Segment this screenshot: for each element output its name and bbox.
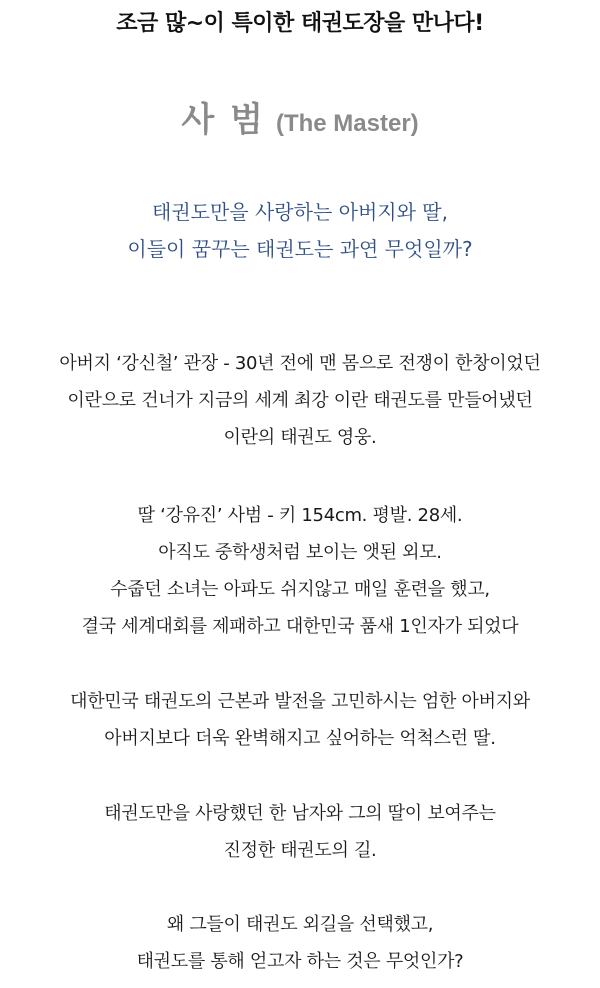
paragraph-line: 아직도 중학생처럼 보이는 앳된 외모. — [158, 542, 442, 563]
paragraph-line: 결국 세계대회를 제패하고 대한민국 품새 1인자가 되었다 — [81, 616, 519, 637]
tagline-line: 태권도만을 사랑하는 아버지와 딸, — [152, 200, 448, 224]
paragraph-line: 이란으로 건너가 지금의 세계 최강 이란 태권도를 만들어냈던 — [67, 390, 533, 411]
paragraph-line: 왜 그들이 태권도 외길을 선택했고, — [166, 914, 434, 935]
section-title — [0, 92, 600, 141]
tagline-line: 이들이 꿈꾸는 태권도는 과연 무엇일까? — [127, 237, 473, 261]
paragraph-line: 태권도만을 사랑했던 한 남자와 그의 딸이 보여주는 — [104, 803, 496, 824]
paragraph-line: 대한민국 태권도의 근본과 발전을 고민하시는 엄한 아버지와 — [70, 691, 530, 712]
paragraph-question — [0, 906, 600, 980]
section-title-english: (The Master) — [275, 110, 419, 137]
paragraph-true-way — [0, 795, 600, 869]
paragraph-line: 아버지 ‘강신철’ 관장 - 30년 전에 맨 몸으로 전쟁이 한창이었던 — [59, 353, 541, 374]
paragraph-line: 딸 ‘강유진’ 사범 - 키 154cm. 평발. 28세. — [137, 505, 463, 526]
paragraph-line: 아버지보다 더욱 완벽해지고 싶어하는 억척스런 딸. — [104, 728, 496, 749]
headline: 조금 많~이 특이한 태권도장을 만나다! — [116, 11, 484, 36]
paragraph-daughter — [0, 497, 600, 645]
paragraph-line: 이란의 태권도 영웅. — [223, 427, 377, 448]
section-title-korean: 사 범 — [181, 100, 265, 140]
paragraph-line: 수줍던 소녀는 아파도 쉬지않고 매일 훈련을 했고, — [110, 579, 490, 600]
tagline — [0, 194, 600, 268]
paragraph-line: 진정한 태권도의 길. — [223, 840, 377, 861]
paragraph-line: 태권도를 통해 얻고자 하는 것은 무엇인가? — [136, 951, 464, 972]
paragraph-contrast — [0, 683, 600, 757]
paragraph-father — [0, 345, 600, 456]
